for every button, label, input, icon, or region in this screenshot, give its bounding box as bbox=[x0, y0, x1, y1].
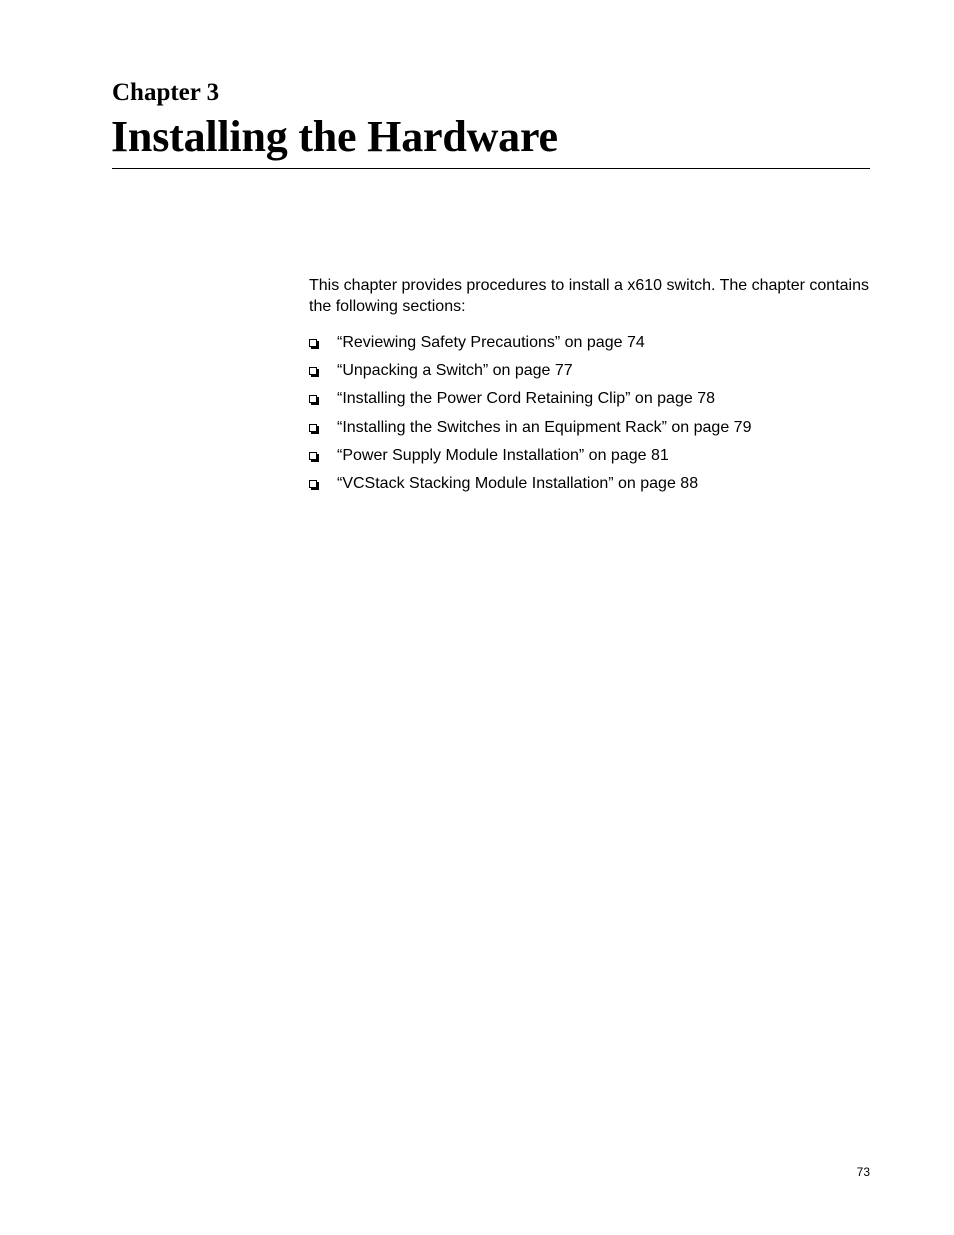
list-item[interactable] bbox=[309, 417, 869, 445]
list-item-label[interactable]: “Power Supply Module Installation” on page 81 bbox=[337, 446, 669, 464]
square-bullet-icon bbox=[309, 395, 317, 403]
list-item-label[interactable]: “Installing the Switches in an Equipment Rack” on page 79 bbox=[337, 418, 752, 436]
section-list bbox=[309, 332, 869, 501]
list-item[interactable] bbox=[309, 360, 869, 388]
list-item-label[interactable]: “Installing the Power Cord Retaining Clip” on page 78 bbox=[337, 390, 715, 408]
chapter-title: Installing the Hardware bbox=[111, 112, 558, 161]
page-number: 73 bbox=[856, 1165, 870, 1179]
square-bullet-icon bbox=[309, 480, 317, 488]
list-item-label[interactable]: “VCStack Stacking Module Installation” on page 88 bbox=[337, 474, 699, 492]
square-bullet-icon bbox=[309, 339, 317, 347]
square-bullet-icon bbox=[309, 424, 317, 432]
chapter-label: Chapter 3 bbox=[112, 79, 220, 106]
square-bullet-icon bbox=[309, 367, 317, 375]
list-item[interactable] bbox=[309, 473, 869, 501]
list-item[interactable] bbox=[309, 445, 869, 473]
list-item[interactable] bbox=[309, 332, 869, 360]
intro-paragraph: This chapter provides procedures to install a x610 switch. The chapter contains the following sections: bbox=[309, 277, 869, 315]
list-item-label[interactable]: “Reviewing Safety Precautions” on page 74 bbox=[337, 334, 645, 351]
list-item-label[interactable]: “Unpacking a Switch” on page 77 bbox=[337, 362, 573, 380]
title-divider bbox=[112, 168, 870, 169]
list-item[interactable] bbox=[309, 388, 869, 416]
square-bullet-icon bbox=[309, 452, 317, 460]
